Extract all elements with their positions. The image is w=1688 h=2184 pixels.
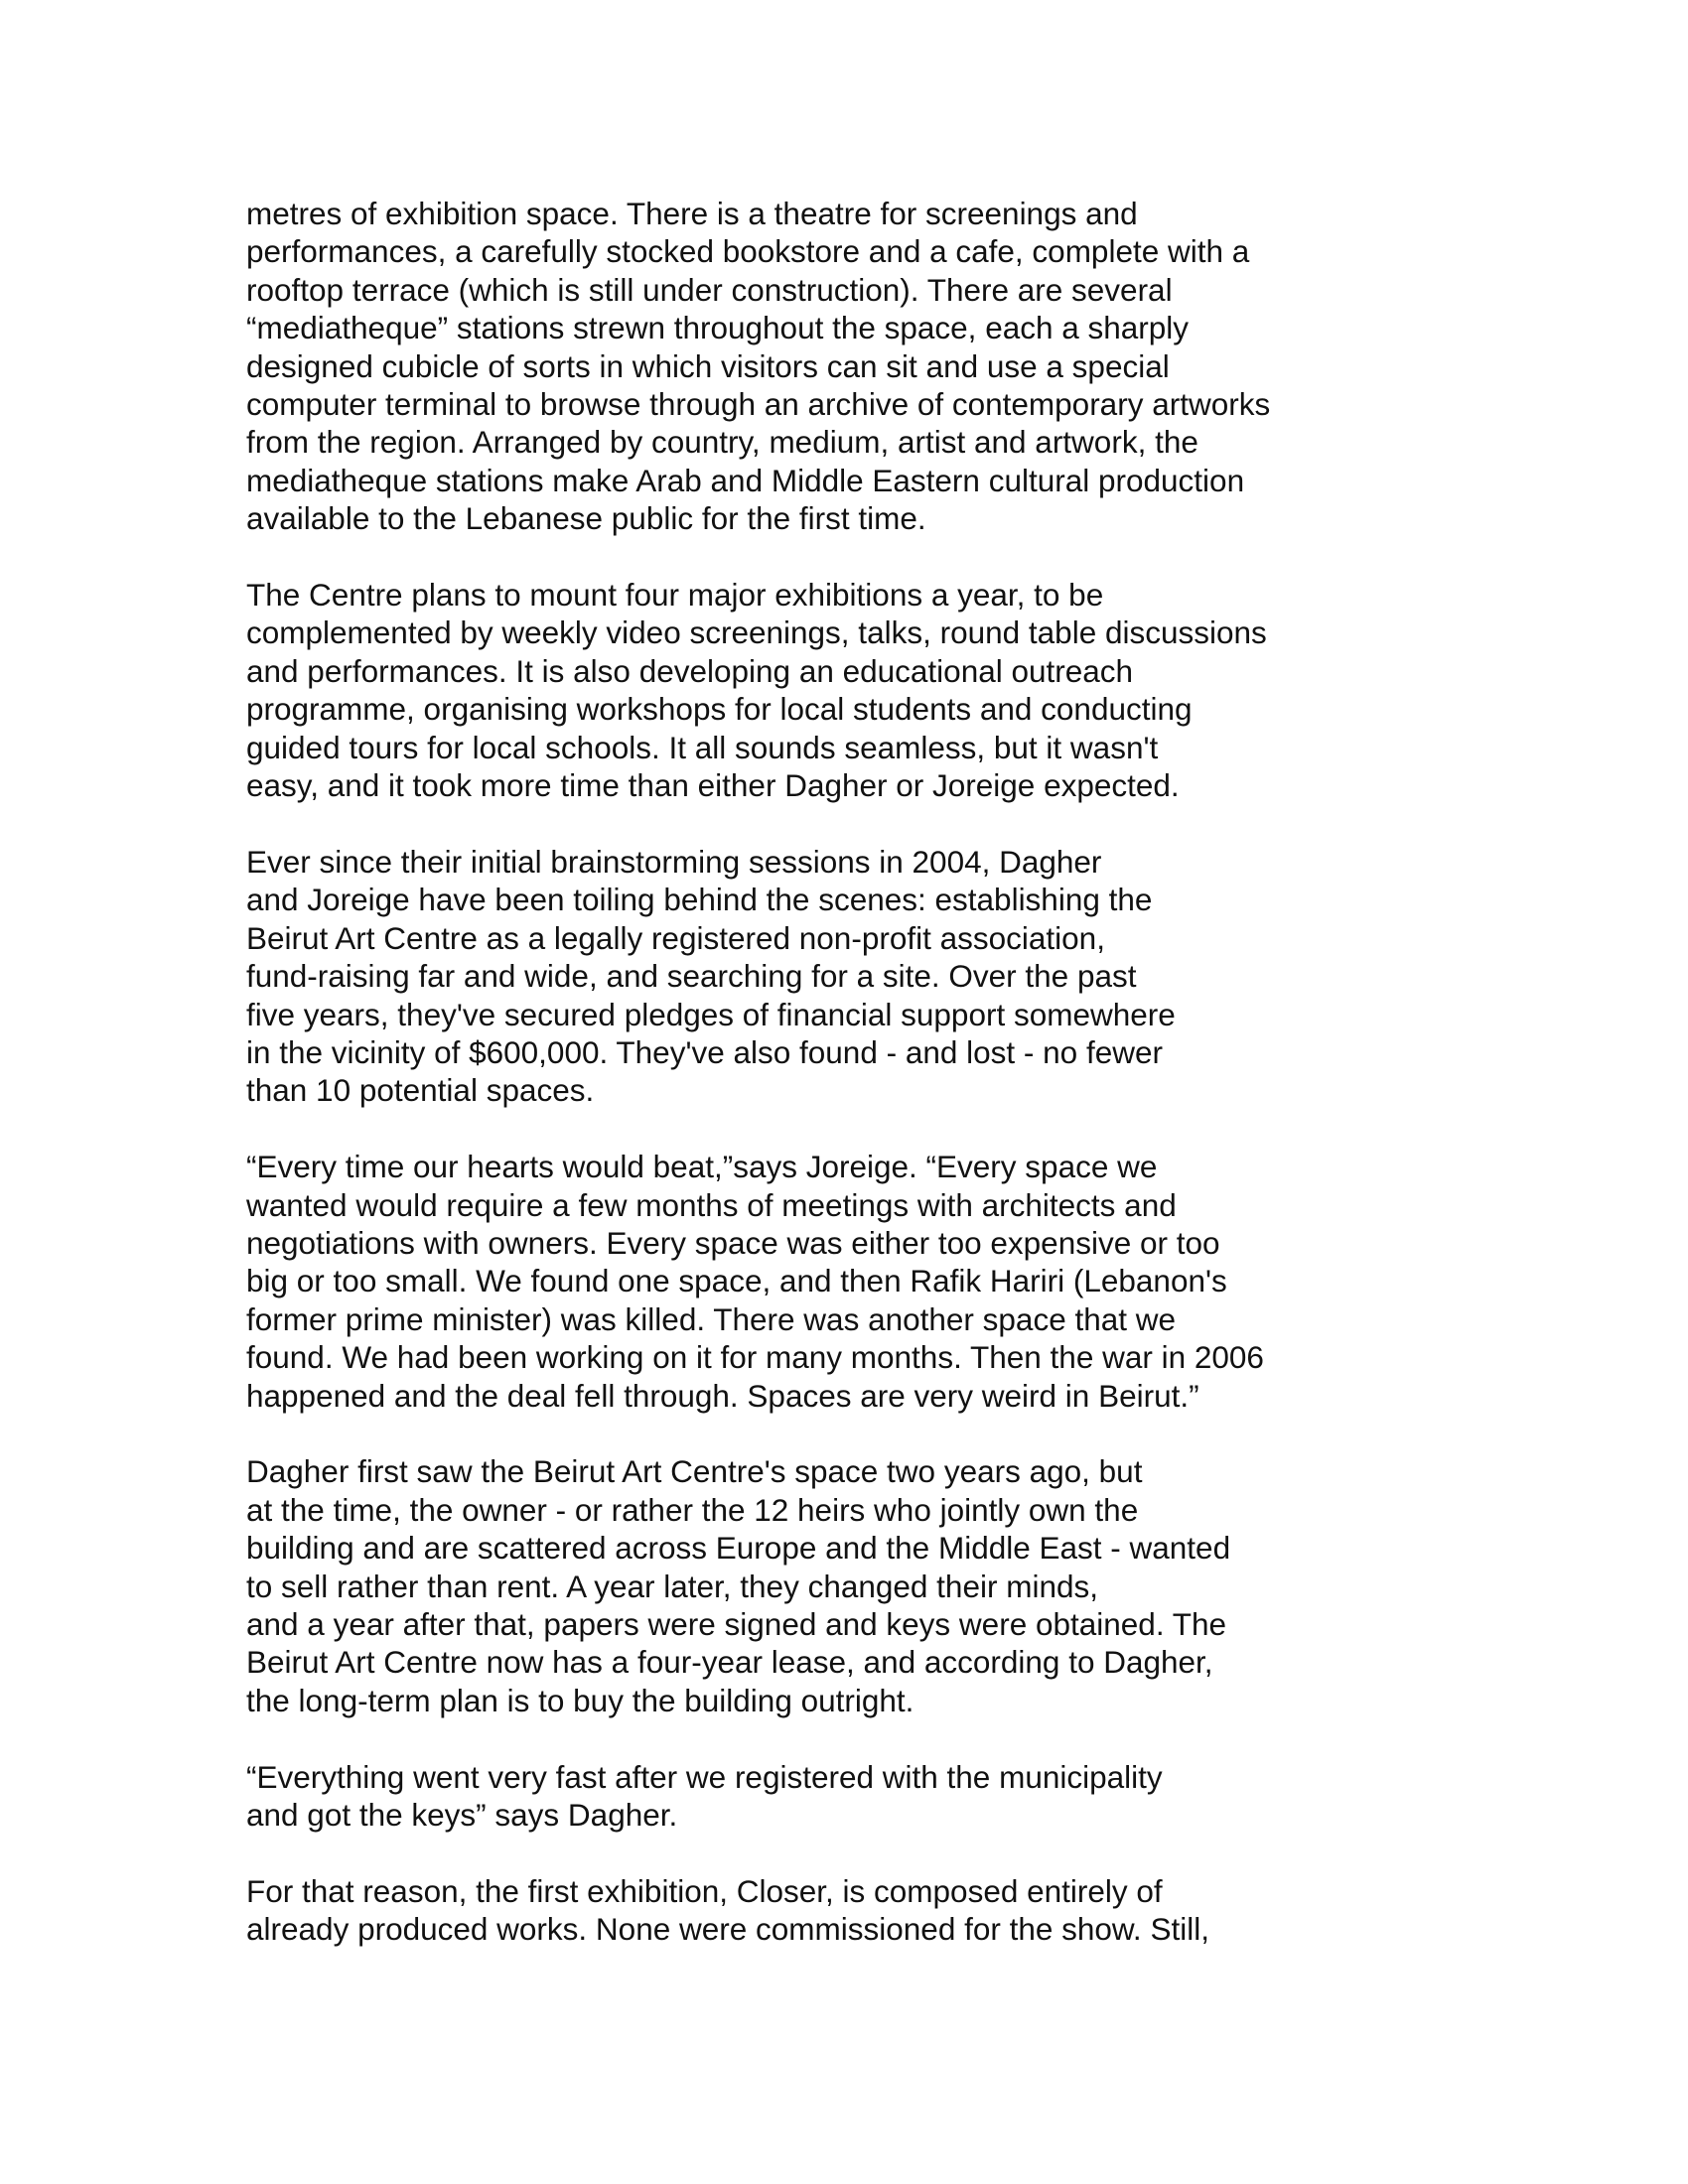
paragraph-7 xyxy=(246,1872,1438,1949)
text-line: building and are scattered across Europe and the Middle East - wanted xyxy=(246,1530,1231,1567)
paragraph-2 xyxy=(246,576,1438,804)
text-line: the long-term plan is to buy the building outright. xyxy=(246,1682,914,1718)
text-line: big or too small. We found one space, and then Rafik Hariri (Lebanon's xyxy=(246,1263,1227,1299)
text-line: rooftop terrace (which is still under construction). There are several xyxy=(246,271,1173,308)
text-line: For that reason, the first exhibition, Closer, is composed entirely of xyxy=(246,1872,1163,1909)
text-line: negotiations with owners. Every space was either too expensive or too xyxy=(246,1224,1220,1261)
text-line: Beirut Art Centre as a legally registered non-profit association, xyxy=(246,919,1105,956)
paragraph-3 xyxy=(246,843,1438,1110)
text-line: Beirut Art Centre now has a four-year lease, and according to Dagher, xyxy=(246,1644,1213,1681)
paragraph-6 xyxy=(246,1758,1438,1835)
text-line: “Every time our hearts would beat,”says Joreige. “Every space we xyxy=(246,1149,1158,1185)
paragraph-5 xyxy=(246,1452,1438,1719)
text-line: guided tours for local schools. It all sounds seamless, but it wasn't xyxy=(246,729,1159,765)
text-line: “Everything went very fast after we registered with the municipality xyxy=(246,1758,1163,1795)
paragraph-4 xyxy=(246,1148,1438,1415)
text-line: and got the keys” says Dagher. xyxy=(246,1796,678,1833)
text-line: in the vicinity of $600,000. They've also found - and lost - no fewer xyxy=(246,1033,1163,1070)
text-line: fund-raising far and wide, and searching for a site. Over the past xyxy=(246,958,1137,995)
text-line: performances, a carefully stocked bookstore and a cafe, complete with a xyxy=(246,233,1250,270)
article-body xyxy=(246,195,1438,1986)
text-line: metres of exhibition space. There is a theatre for screenings and xyxy=(246,196,1138,231)
text-line: complemented by weekly video screenings, talks, round table discussions xyxy=(246,614,1267,651)
text-line: easy, and it took more time than either Dagher or Joreige expected. xyxy=(246,767,1180,804)
text-line: Dagher first saw the Beirut Art Centre's space two years ago, but xyxy=(246,1453,1143,1490)
text-line: wanted would require a few months of meetings with architects and xyxy=(246,1186,1177,1223)
text-line: than 10 potential spaces. xyxy=(246,1072,595,1109)
text-line: available to the Lebanese public for the first time. xyxy=(246,500,926,537)
text-line: mediatheque stations make Arab and Middle Eastern cultural production xyxy=(246,462,1245,498)
text-line: “mediatheque” stations strewn throughout the space, each a sharply xyxy=(246,310,1190,346)
text-line: found. We had been working on it for many months. Then the war in 2006 xyxy=(246,1339,1264,1376)
text-line: at the time, the owner - or rather the 12 heirs who jointly own the xyxy=(246,1491,1139,1528)
text-line: from the region. Arranged by country, medium, artist and artwork, the xyxy=(246,424,1198,461)
text-line: computer terminal to browse through an archive of contemporary artworks xyxy=(246,386,1271,423)
text-line: and Joreige have been toiling behind the scenes: establishing the xyxy=(246,882,1153,918)
paragraph-1 xyxy=(246,195,1438,538)
text-line: programme, organising workshops for local students and conducting xyxy=(246,691,1193,728)
text-line: happened and the deal fell through. Spaces are very weird in Beirut.” xyxy=(246,1377,1199,1414)
text-line: to sell rather than rent. A year later, they changed their minds, xyxy=(246,1568,1098,1604)
text-line: designed cubicle of sorts in which visitors can sit and use a special xyxy=(246,347,1170,384)
text-line: five years, they've secured pledges of financial support somewhere xyxy=(246,996,1176,1032)
text-line: and a year after that, papers were signed and keys were obtained. The xyxy=(246,1605,1227,1642)
text-line: Ever since their initial brainstorming sessions in 2004, Dagher xyxy=(246,843,1102,880)
text-line: The Centre plans to mount four major exhibitions a year, to be xyxy=(246,577,1104,614)
text-line: and performances. It is also developing an educational outreach xyxy=(246,652,1134,689)
text-line: already produced works. None were commissioned for the show. Still, xyxy=(246,1911,1209,1948)
text-line: former prime minister) was killed. There was another space that we xyxy=(246,1300,1177,1337)
